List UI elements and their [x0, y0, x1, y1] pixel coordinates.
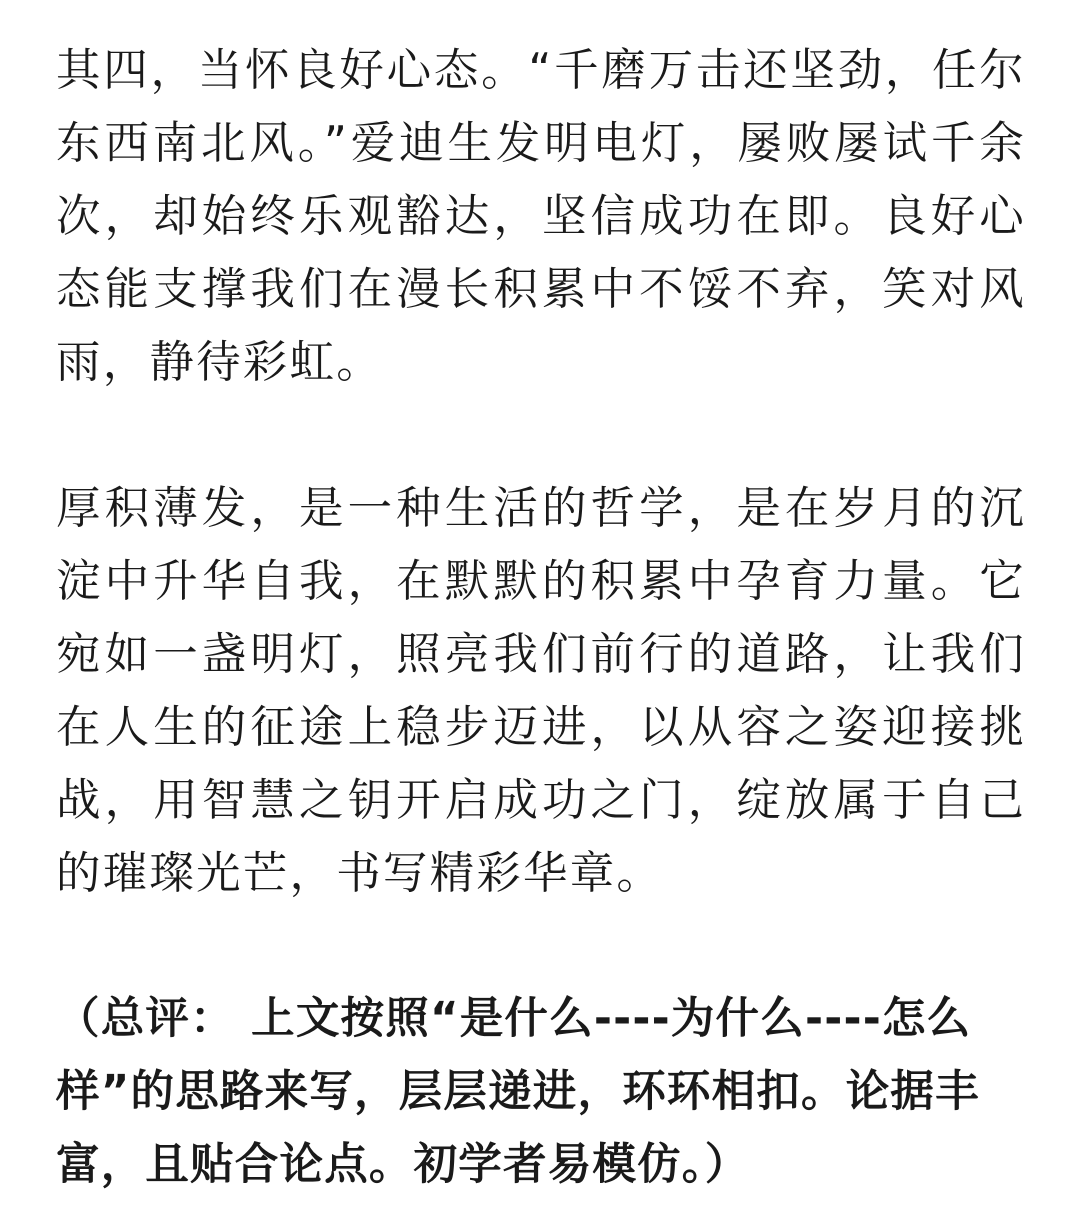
article-body	[56, 34, 1026, 1202]
paragraph-conclusion: 厚积薄发，是一种生活的哲学，是在岁月的沉淀中升华自我，在默默的积累中孕育力量。它宛如一盏明灯，照亮我们前行的道路，让我们在人生的征途上稳步迈进，以从容之姿迎接挑战，用智慧之钥开启成功之门，绽放属于自己的璀璨光芒，书写精彩华章。	[56, 483, 1026, 899]
summary-comment: （总评： 上文按照“是什么----为什么----怎么样”的思路来写，层层递进，环环相扣。论据丰富，且贴合论点。初学者易模仿。）	[56, 994, 980, 1190]
paragraph-good-mindset: 其四，当怀良好心态。“千磨万击还坚劲，任尔东西南北风。”爱迪生发明电灯，屡败屡试千余次，却始终乐观豁达，坚信成功在即。良好心态能支撑我们在漫长积累中不馁不弃，笑对风雨，静待彩虹。	[56, 45, 1026, 388]
